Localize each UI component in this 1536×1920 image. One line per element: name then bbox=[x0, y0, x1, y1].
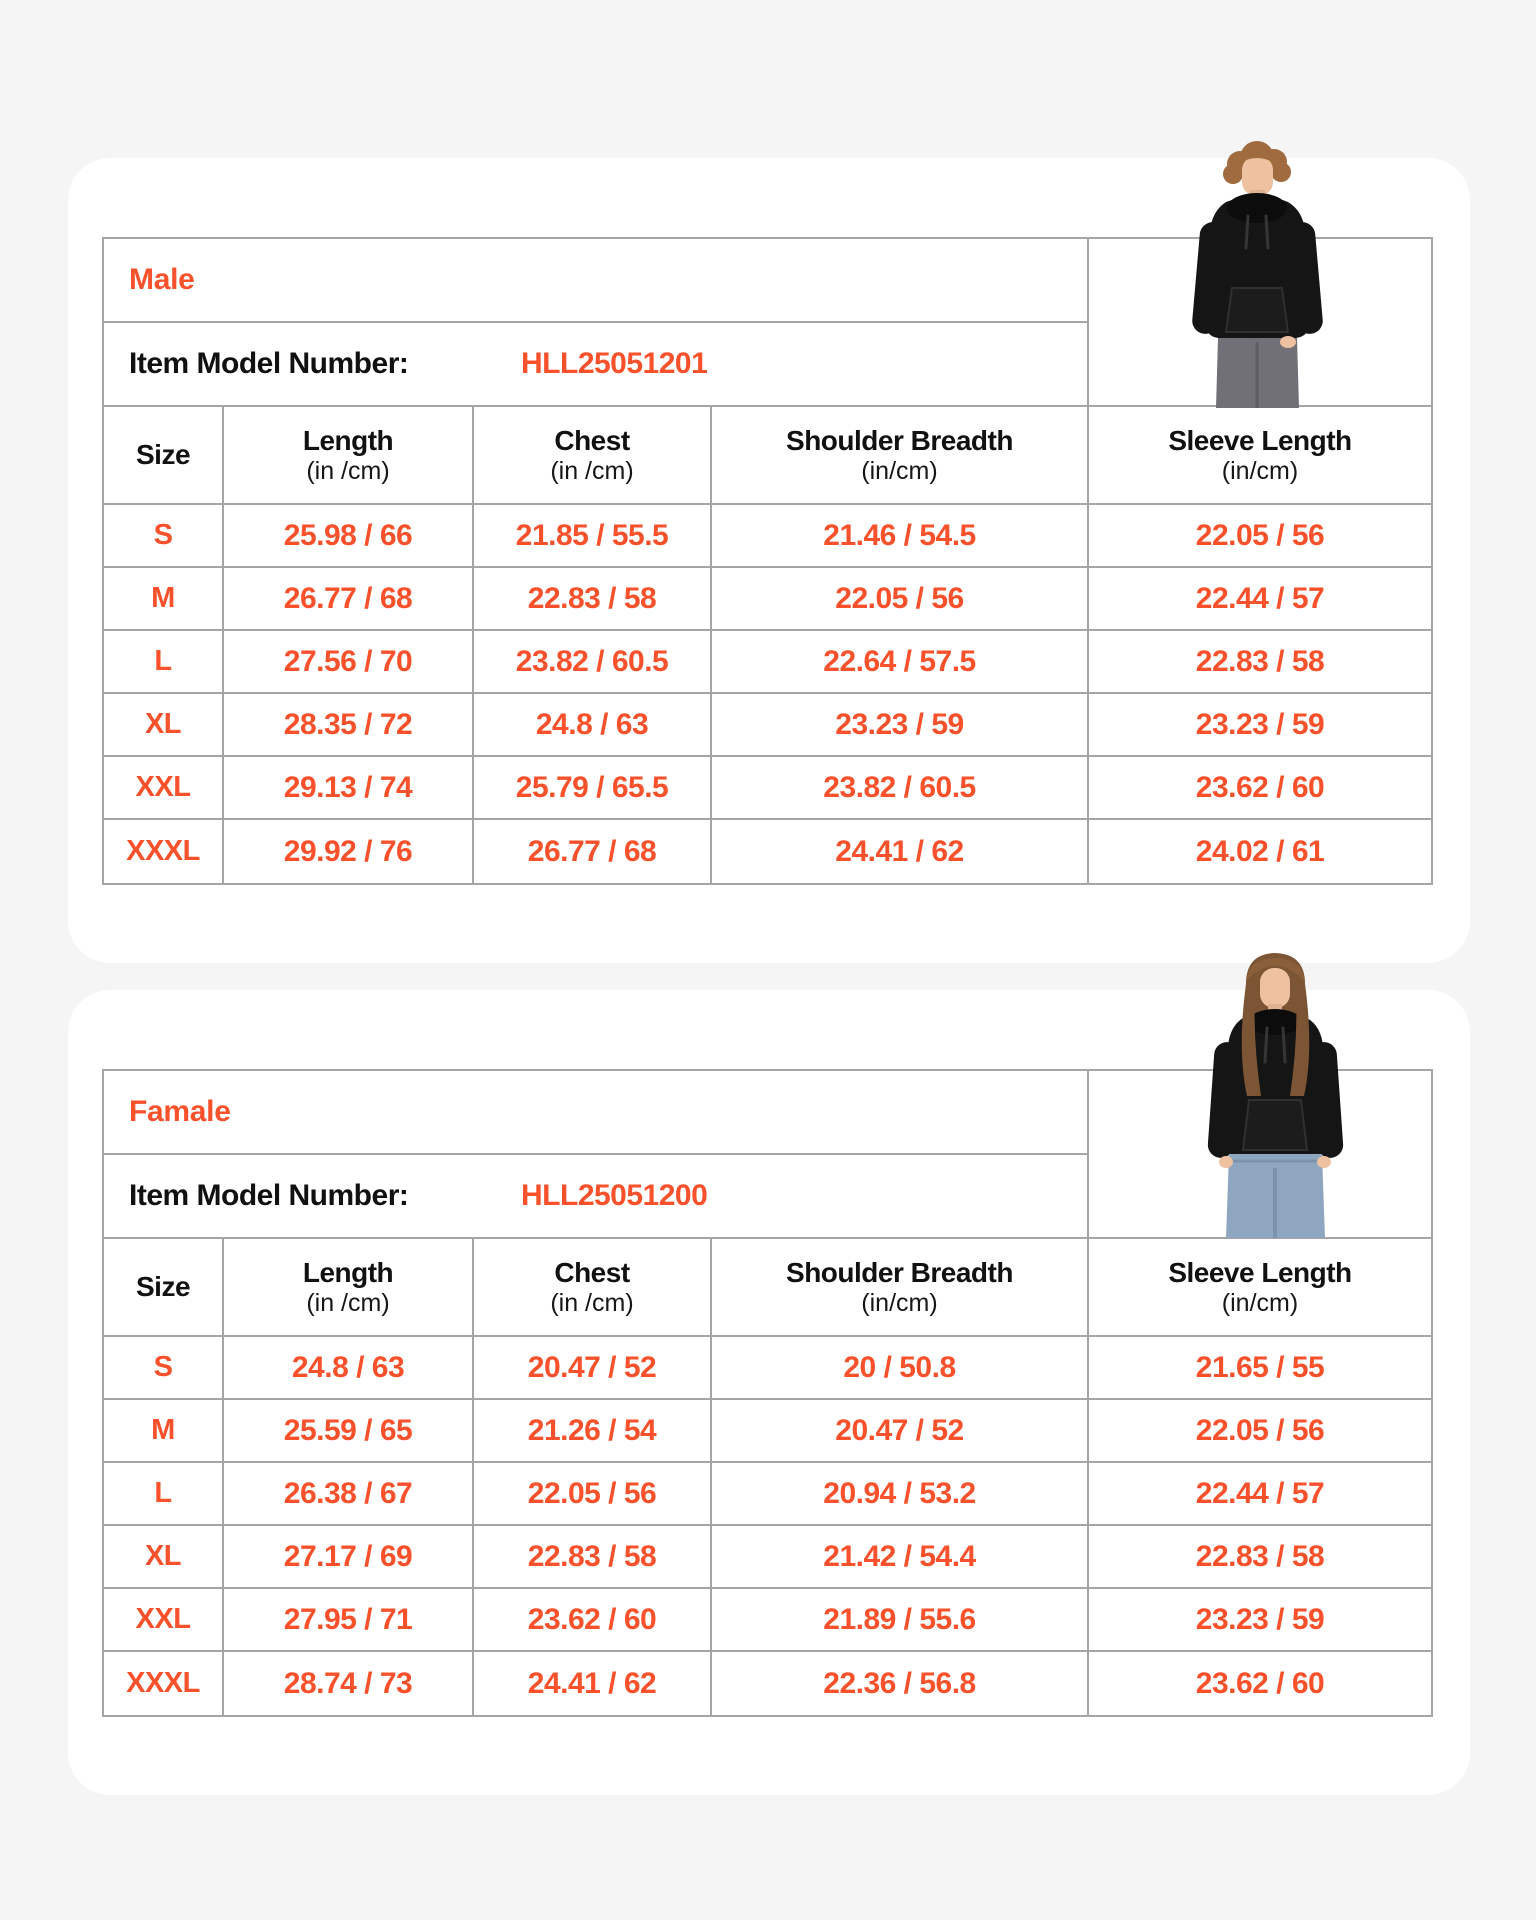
table-row-cell: 24.02 / 61 bbox=[1089, 820, 1431, 883]
table-row-cell: 27.17 / 69 bbox=[224, 1526, 474, 1589]
table-row-cell: 22.44 / 57 bbox=[1089, 568, 1431, 631]
table-row-cell: XXXL bbox=[104, 820, 224, 883]
male-table-title: Male bbox=[104, 239, 1089, 323]
male-model-photo bbox=[1170, 136, 1345, 408]
table-row-cell: 24.41 / 62 bbox=[712, 820, 1089, 883]
header-size: Size bbox=[104, 1239, 224, 1337]
table-row-cell: S bbox=[104, 505, 224, 568]
table-row-cell: 20.94 / 53.2 bbox=[712, 1463, 1089, 1526]
table-row-cell: M bbox=[104, 1400, 224, 1463]
table-row-cell: M bbox=[104, 568, 224, 631]
female-item-model-row bbox=[104, 1155, 1089, 1239]
table-row-cell: 22.05 / 56 bbox=[712, 568, 1089, 631]
table-row-cell: 22.83 / 58 bbox=[474, 1526, 712, 1589]
table-row-cell: 28.74 / 73 bbox=[224, 1652, 474, 1715]
header-chest: Chest (in /cm) bbox=[474, 1239, 712, 1337]
header-length: Length (in /cm) bbox=[224, 1239, 474, 1337]
header-sleeve-length: Sleeve Length (in/cm) bbox=[1089, 1239, 1431, 1337]
male-item-model-row bbox=[104, 323, 1089, 407]
table-row-cell: 26.77 / 68 bbox=[474, 820, 712, 883]
table-row-cell: 23.23 / 59 bbox=[1089, 694, 1431, 757]
table-row-cell: XL bbox=[104, 1526, 224, 1589]
table-row-cell: 24.8 / 63 bbox=[224, 1337, 474, 1400]
table-row-cell: 20 / 50.8 bbox=[712, 1337, 1089, 1400]
table-row-cell: 22.05 / 56 bbox=[1089, 1400, 1431, 1463]
table-row-cell: 22.05 / 56 bbox=[474, 1463, 712, 1526]
female-table-title: Famale bbox=[104, 1071, 1089, 1155]
table-row-cell: 21.42 / 54.4 bbox=[712, 1526, 1089, 1589]
table-row-cell: 22.44 / 57 bbox=[1089, 1463, 1431, 1526]
table-row-cell: 23.82 / 60.5 bbox=[712, 757, 1089, 820]
table-row-cell: 21.26 / 54 bbox=[474, 1400, 712, 1463]
table-row-cell: 23.23 / 59 bbox=[1089, 1589, 1431, 1652]
female-model-photo bbox=[1183, 950, 1368, 1238]
table-row-cell: 22.05 / 56 bbox=[1089, 505, 1431, 568]
table-row-cell: S bbox=[104, 1337, 224, 1400]
table-row-cell: 22.64 / 57.5 bbox=[712, 631, 1089, 694]
table-row-cell: 27.56 / 70 bbox=[224, 631, 474, 694]
header-size: Size bbox=[104, 407, 224, 505]
table-row-cell: 23.62 / 60 bbox=[1089, 1652, 1431, 1715]
table-row-cell: 29.13 / 74 bbox=[224, 757, 474, 820]
item-model-number: HLL25051201 bbox=[521, 347, 708, 380]
table-row-cell: 20.47 / 52 bbox=[712, 1400, 1089, 1463]
header-shoulder-breadth: Shoulder Breadth (in/cm) bbox=[712, 1239, 1089, 1337]
item-model-number: HLL25051200 bbox=[521, 1179, 708, 1212]
table-row-cell: 23.82 / 60.5 bbox=[474, 631, 712, 694]
table-row-cell: 21.85 / 55.5 bbox=[474, 505, 712, 568]
header-sleeve-length: Sleeve Length (in/cm) bbox=[1089, 407, 1431, 505]
table-row-cell: XXL bbox=[104, 1589, 224, 1652]
table-row-cell: 25.79 / 65.5 bbox=[474, 757, 712, 820]
table-row-cell: 24.41 / 62 bbox=[474, 1652, 712, 1715]
table-row-cell: L bbox=[104, 1463, 224, 1526]
table-row-cell: 21.89 / 55.6 bbox=[712, 1589, 1089, 1652]
table-row-cell: 22.83 / 58 bbox=[474, 568, 712, 631]
table-row-cell: 22.83 / 58 bbox=[1089, 631, 1431, 694]
header-shoulder-breadth: Shoulder Breadth (in/cm) bbox=[712, 407, 1089, 505]
table-row-cell: XXL bbox=[104, 757, 224, 820]
table-row-cell: 25.59 / 65 bbox=[224, 1400, 474, 1463]
table-row-cell: 25.98 / 66 bbox=[224, 505, 474, 568]
table-row-cell: 23.23 / 59 bbox=[712, 694, 1089, 757]
table-row-cell: 22.83 / 58 bbox=[1089, 1526, 1431, 1589]
table-row-cell: 26.38 / 67 bbox=[224, 1463, 474, 1526]
female-size-card bbox=[68, 990, 1470, 1795]
item-model-label: Item Model Number: bbox=[129, 1179, 409, 1212]
table-row-cell: 21.46 / 54.5 bbox=[712, 505, 1089, 568]
item-model-label: Item Model Number: bbox=[129, 347, 409, 380]
table-row-cell: 24.8 / 63 bbox=[474, 694, 712, 757]
table-row-cell: 21.65 / 55 bbox=[1089, 1337, 1431, 1400]
male-size-card bbox=[68, 158, 1470, 963]
table-row-cell: 23.62 / 60 bbox=[474, 1589, 712, 1652]
table-row-cell: 28.35 / 72 bbox=[224, 694, 474, 757]
table-row-cell: XL bbox=[104, 694, 224, 757]
table-row-cell: 27.95 / 71 bbox=[224, 1589, 474, 1652]
header-chest: Chest (in /cm) bbox=[474, 407, 712, 505]
table-row-cell: L bbox=[104, 631, 224, 694]
table-row-cell: 23.62 / 60 bbox=[1089, 757, 1431, 820]
table-row-cell: 20.47 / 52 bbox=[474, 1337, 712, 1400]
table-row-cell: 29.92 / 76 bbox=[224, 820, 474, 883]
header-length: Length (in /cm) bbox=[224, 407, 474, 505]
table-row-cell: 22.36 / 56.8 bbox=[712, 1652, 1089, 1715]
table-row-cell: XXXL bbox=[104, 1652, 224, 1715]
table-row-cell: 26.77 / 68 bbox=[224, 568, 474, 631]
